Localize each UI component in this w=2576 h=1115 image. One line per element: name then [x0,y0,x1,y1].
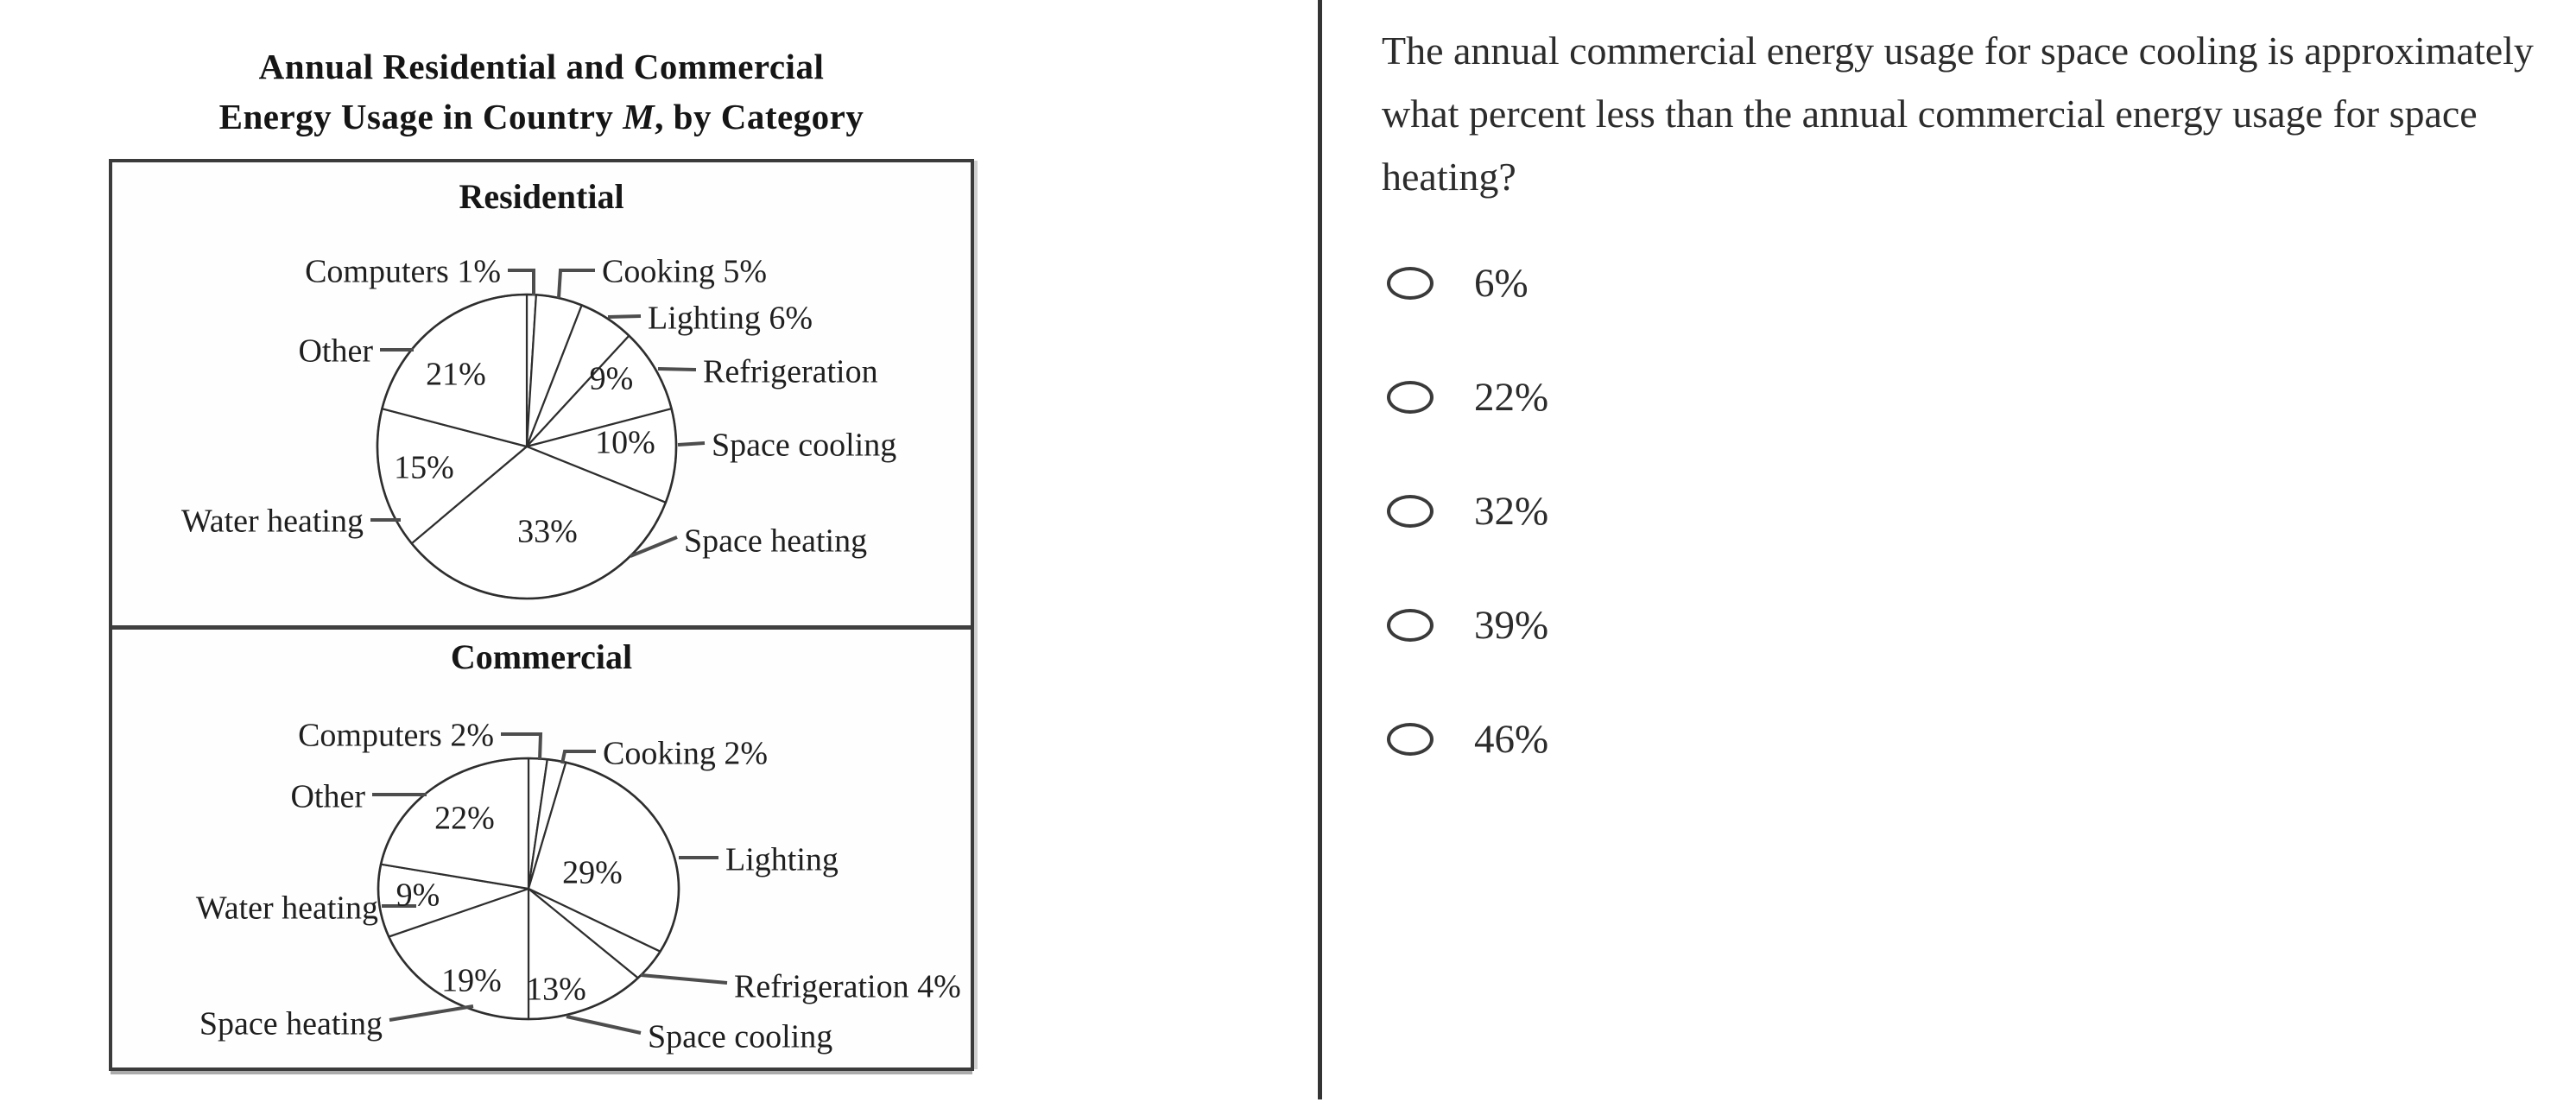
radio-button-icon[interactable] [1387,495,1434,528]
callout-label-space-cooling: Space cooling [648,1018,833,1055]
answer-option[interactable] [1387,377,1548,418]
figure-title-line1: Annual Residential and Commercial [258,47,825,86]
answer-option[interactable] [1387,491,1548,532]
pct-label-space-cooling: 13% [526,971,586,1008]
pct-label-water-heating: 15% [394,449,454,486]
leader-line-computers [508,270,534,295]
answer-option-label: 46% [1474,717,1549,762]
answer-option[interactable] [1387,719,1548,760]
callout-label-computers: Computers 1% [305,253,501,290]
callout-label-computers: Computers 2% [298,717,494,754]
callout-label-space-heating: Space heating [684,523,868,560]
radio-button-icon[interactable] [1387,723,1434,756]
panel-divider [1318,0,1322,1099]
answer-option-label: 6% [1474,261,1529,306]
pct-label-other: 21% [426,356,486,393]
leader-line-computers [501,734,541,760]
leader-line-space-heating [389,1006,473,1020]
callout-label-water-heating: Water heating [195,890,378,927]
residential-chart [112,162,971,627]
commercial-chart [112,630,971,1067]
callout-label-cooking: Cooking 2% [603,735,769,772]
residential-pie-svg [112,162,971,627]
commercial-pie-svg [112,630,971,1067]
callout-label-water-heating: Water heating [180,503,364,540]
pct-label-space-heating: 19% [441,962,502,999]
pct-label-lighting: 29% [562,854,623,891]
leader-line-space-cooling [678,443,705,445]
callout-label-lighting: Lighting 6% [648,300,813,337]
pct-label-space-heating: 33% [517,513,578,550]
answer-option[interactable] [1387,263,1548,304]
residential-chart-title: Residential [459,177,624,216]
pct-label-refrigeration: 9% [589,360,634,397]
callout-label-refrigeration: Refrigeration [703,353,878,390]
commercial-chart-title: Commercial [450,637,633,676]
answer-options [1387,263,1548,833]
callout-label-other: Other [290,778,365,815]
figure-title [109,41,974,142]
answer-option-label: 22% [1474,375,1549,420]
leader-line-cooking [559,270,595,298]
pct-label-water-heating: 9% [396,877,440,914]
chart-frame [109,159,974,1071]
radio-button-icon[interactable] [1387,381,1434,414]
radio-button-icon[interactable] [1387,609,1434,642]
pct-label-space-cooling: 10% [595,424,655,461]
leader-line-refrigeration [641,975,727,983]
answer-option-label: 39% [1474,603,1549,648]
figure-title-line2: Energy Usage in Country M, by Category [218,97,864,136]
callout-label-cooking: Cooking 5% [602,253,768,290]
leader-line-space-cooling [566,1017,641,1033]
answer-option[interactable] [1387,605,1548,646]
callout-label-refrigeration: Refrigeration 4% [734,968,961,1005]
callout-label-space-heating: Space heating [199,1005,383,1042]
callout-label-other: Other [298,333,373,370]
pct-label-other: 22% [434,800,495,837]
question-text: The annual commercial energy usage for space cooling is approximately what percent less than the annual commercial energy usage for space heating? [1382,29,2534,199]
callout-label-lighting: Lighting [725,841,839,878]
leader-line-refrigeration [658,369,696,370]
leader-line-lighting [608,316,641,317]
answer-option-label: 32% [1474,489,1549,534]
callout-label-space-cooling: Space cooling [712,427,897,464]
radio-button-icon[interactable] [1387,267,1434,300]
